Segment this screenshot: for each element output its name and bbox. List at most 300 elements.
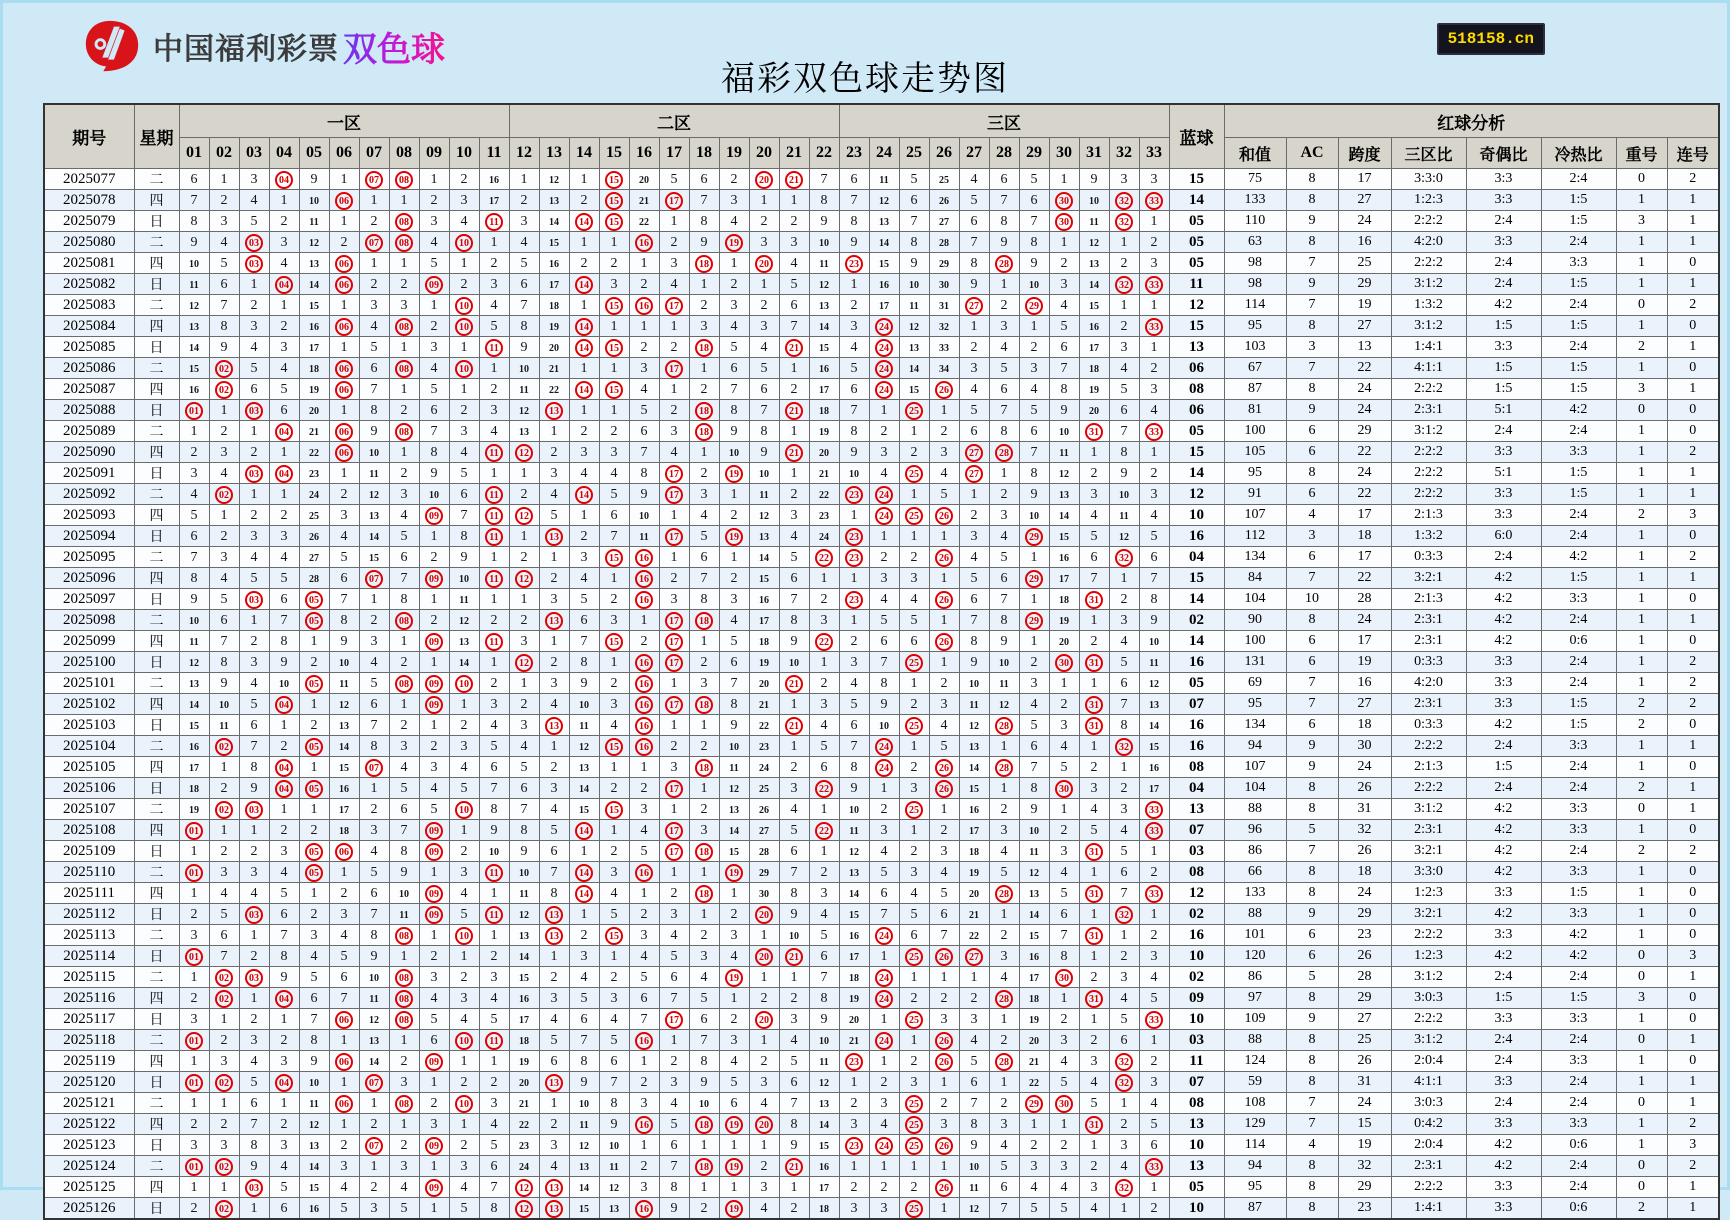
ball-cell	[389, 652, 419, 673]
miss-count: 6	[550, 1054, 558, 1069]
ball-cell	[1079, 358, 1109, 379]
ball-cell	[749, 988, 779, 1009]
ball-cell	[629, 169, 659, 190]
cold-hot-ratio-cell: 1:5	[1541, 379, 1616, 400]
miss-count: 1	[580, 298, 588, 313]
ball-cell	[689, 631, 719, 652]
ball-cell	[599, 988, 629, 1009]
miss-count: 15	[309, 301, 319, 312]
miss-count: 1	[970, 319, 978, 334]
miss-count: 1	[400, 256, 408, 271]
odd-even-ratio-cell: 2:4	[1466, 421, 1541, 442]
ball-cell	[209, 631, 239, 652]
ball-cell	[299, 421, 329, 442]
span-cell: 29	[1338, 274, 1391, 295]
ball-cell	[239, 442, 269, 463]
ball-cell	[269, 1051, 299, 1072]
miss-count: 3	[250, 1033, 258, 1048]
miss-count: 8	[220, 655, 228, 670]
miss-count: 1	[220, 1096, 228, 1111]
ball-cell	[869, 715, 899, 736]
ball-cell	[809, 1198, 839, 1220]
ball-cell	[959, 379, 989, 400]
ball-cell	[629, 988, 659, 1009]
cold-hot-ratio-cell: 2:4	[1541, 967, 1616, 988]
miss-count: 9	[220, 676, 228, 691]
miss-count: 2	[550, 1117, 558, 1132]
ball-cell	[929, 757, 959, 778]
ball-cell	[479, 673, 509, 694]
miss-count: 9	[250, 1159, 258, 1174]
ball-cell	[1079, 463, 1109, 484]
ball-cell	[869, 925, 899, 946]
miss-count: 5	[1120, 1012, 1128, 1027]
issue-cell: 2025078	[44, 190, 134, 211]
ball-cell	[479, 169, 509, 190]
miss-count: 5	[430, 1012, 438, 1027]
miss-count: 1	[640, 1138, 648, 1153]
ball-cell	[1139, 736, 1169, 757]
miss-count: 16	[519, 994, 529, 1005]
miss-count: 12	[879, 196, 889, 207]
ball-cell	[809, 316, 839, 337]
miss-count: 3	[1120, 1138, 1128, 1153]
ball-cell	[869, 988, 899, 1009]
ball-cell	[569, 988, 599, 1009]
ball-cell	[209, 799, 239, 820]
miss-count: 1	[280, 802, 288, 817]
ball-cell	[419, 820, 449, 841]
miss-count: 9	[1030, 802, 1038, 817]
ball-cell	[1049, 211, 1079, 232]
miss-count: 2	[1060, 697, 1068, 712]
miss-count: 2	[310, 823, 318, 838]
hit-ball: 27	[965, 444, 983, 462]
ball-cell	[1109, 253, 1139, 274]
ball-cell	[329, 463, 359, 484]
miss-count: 3	[850, 1117, 858, 1132]
ball-cell	[1109, 967, 1139, 988]
ball-cell	[569, 736, 599, 757]
miss-count: 20	[819, 448, 829, 459]
miss-count: 27	[309, 553, 319, 564]
miss-count: 1	[1090, 445, 1098, 460]
miss-count: 7	[430, 424, 438, 439]
consecutive-cell: 1	[1667, 1177, 1719, 1198]
span-cell: 18	[1338, 526, 1391, 547]
ball-cell	[419, 169, 449, 190]
weekday-cell: 日	[134, 274, 179, 295]
zone-ratio-cell: 1:2:3	[1391, 883, 1466, 904]
miss-count: 9	[250, 781, 258, 796]
ball-cell	[689, 652, 719, 673]
miss-count: 3	[460, 424, 468, 439]
hit-ball: 09	[425, 633, 443, 651]
miss-count: 2	[370, 802, 378, 817]
ball-cell	[569, 946, 599, 967]
hit-ball: 33	[1145, 318, 1163, 336]
miss-count: 3	[490, 277, 498, 292]
miss-count: 1	[430, 592, 438, 607]
ball-cell	[209, 1135, 239, 1156]
miss-count: 13	[549, 196, 559, 207]
miss-count: 3	[670, 1075, 678, 1090]
ball-cell	[959, 652, 989, 673]
miss-count: 2	[670, 235, 678, 250]
sum-cell: 75	[1224, 169, 1286, 190]
miss-count: 11	[519, 385, 529, 396]
ball-cell	[1019, 211, 1049, 232]
ball-cell	[389, 694, 419, 715]
miss-count: 1	[250, 424, 258, 439]
ball-cell	[689, 610, 719, 631]
miss-count: 5	[1150, 529, 1158, 544]
site-url-badge[interactable]: 518158.cn	[1437, 23, 1545, 55]
miss-count: 1	[1090, 865, 1098, 880]
table-row	[44, 1009, 1719, 1030]
ball-cell	[1139, 925, 1169, 946]
miss-count: 2	[460, 403, 468, 418]
ball-cell	[719, 1030, 749, 1051]
miss-count: 4	[850, 676, 858, 691]
ball-cell	[449, 1093, 479, 1114]
miss-count: 3	[190, 466, 198, 481]
miss-count: 8	[310, 1033, 318, 1048]
ball-cell	[989, 232, 1019, 253]
miss-count: 12	[369, 490, 379, 501]
miss-count: 1	[310, 634, 318, 649]
ball-cell	[299, 442, 329, 463]
miss-count: 10	[849, 469, 859, 480]
ball-cell	[449, 589, 479, 610]
ball-cell	[299, 715, 329, 736]
ball-cell	[479, 1093, 509, 1114]
ball-cell	[839, 1009, 869, 1030]
hit-ball: 31	[1085, 885, 1103, 903]
blue-ball-cell: 05	[1169, 253, 1224, 274]
miss-count: 3	[460, 739, 468, 754]
ball-cell	[599, 421, 629, 442]
miss-count: 6	[1060, 340, 1068, 355]
miss-count: 5	[430, 802, 438, 817]
miss-count: 1	[970, 487, 978, 502]
miss-count: 2	[340, 487, 348, 502]
miss-count: 12	[189, 301, 199, 312]
cold-hot-ratio-cell: 2:4	[1541, 1093, 1616, 1114]
cold-hot-ratio-cell: 2:4	[1541, 505, 1616, 526]
hit-ball: 31	[1085, 654, 1103, 672]
miss-count: 11	[519, 889, 529, 900]
ball-cell	[959, 421, 989, 442]
ball-cell	[179, 337, 209, 358]
odd-even-ratio-cell: 1:5	[1466, 988, 1541, 1009]
miss-count: 2	[1060, 256, 1068, 271]
ball-cell	[929, 1177, 959, 1198]
miss-count: 3	[880, 1096, 888, 1111]
odd-even-ratio-cell: 2:4	[1466, 547, 1541, 568]
miss-count: 2	[460, 172, 468, 187]
ball-cell	[239, 526, 269, 547]
ball-cell	[659, 1198, 689, 1220]
ball-cell	[389, 379, 419, 400]
weekday-cell: 二	[134, 799, 179, 820]
miss-count: 3	[490, 403, 498, 418]
ball-cell	[1019, 946, 1049, 967]
ball-cell	[419, 400, 449, 421]
miss-count: 3	[1090, 781, 1098, 796]
ball-cell	[449, 736, 479, 757]
hit-ball: 26	[935, 1137, 953, 1155]
miss-count: 5	[970, 571, 978, 586]
odd-even-ratio-cell: 3:3	[1466, 1198, 1541, 1220]
ball-cell	[179, 274, 209, 295]
miss-count: 14	[579, 1183, 589, 1194]
ball-cell	[689, 1114, 719, 1135]
ball-cell	[209, 316, 239, 337]
cold-hot-ratio-cell: 2:4	[1541, 295, 1616, 316]
ball-cell	[689, 526, 719, 547]
miss-count: 22	[309, 448, 319, 459]
miss-count: 6	[250, 718, 258, 733]
ball-cell	[509, 232, 539, 253]
sum-cell: 69	[1224, 673, 1286, 694]
ball-cell	[389, 904, 419, 925]
miss-count: 2	[940, 1096, 948, 1111]
ball-cell	[509, 1135, 539, 1156]
blue-ball-cell: 15	[1169, 568, 1224, 589]
miss-count: 1	[820, 655, 828, 670]
miss-count: 6	[1000, 571, 1008, 586]
ball-cell	[599, 820, 629, 841]
ball-cell	[809, 337, 839, 358]
repeat-cell: 1	[1616, 232, 1667, 253]
ball-cell	[1019, 1114, 1049, 1135]
ball-cell	[299, 652, 329, 673]
miss-count: 3	[370, 634, 378, 649]
ball-cell	[779, 988, 809, 1009]
hit-ball: 06	[335, 381, 353, 399]
ball-cell	[179, 1156, 209, 1177]
miss-count: 6	[400, 550, 408, 565]
consecutive-cell: 2	[1667, 694, 1719, 715]
ball-cell	[449, 568, 479, 589]
table-row	[44, 526, 1719, 547]
ball-cell	[389, 1114, 419, 1135]
ball-cell	[1049, 316, 1079, 337]
consecutive-cell: 0	[1667, 358, 1719, 379]
ball-cell	[719, 379, 749, 400]
miss-count: 5	[280, 1180, 288, 1195]
ball-cell	[299, 1093, 329, 1114]
miss-count: 7	[220, 634, 228, 649]
ball-cell	[839, 1030, 869, 1051]
miss-count: 4	[610, 886, 618, 901]
ball-cell	[989, 715, 1019, 736]
ball-column-header: 30	[1049, 138, 1079, 169]
blue-ball-cell: 05	[1169, 1177, 1224, 1198]
miss-count: 4	[880, 466, 888, 481]
blue-ball-cell: 07	[1169, 694, 1224, 715]
consecutive-cell: 3	[1667, 505, 1719, 526]
ball-cell	[899, 1198, 929, 1220]
miss-count: 8	[490, 1201, 498, 1216]
miss-count: 9	[1030, 487, 1038, 502]
ball-cell	[989, 757, 1019, 778]
miss-count: 13	[1089, 259, 1099, 270]
ball-cell	[629, 757, 659, 778]
miss-count: 2	[610, 676, 618, 691]
ball-cell	[719, 652, 749, 673]
issue-cell: 2025092	[44, 484, 134, 505]
miss-count: 2	[1090, 1159, 1098, 1174]
blue-ball-cell: 10	[1169, 505, 1224, 526]
ball-cell	[779, 316, 809, 337]
table-row	[44, 379, 1719, 400]
ball-cell	[1109, 1093, 1139, 1114]
miss-count: 7	[550, 865, 558, 880]
ball-cell	[839, 673, 869, 694]
ball-cell	[299, 484, 329, 505]
ball-cell	[959, 1051, 989, 1072]
miss-count: 12	[1119, 532, 1129, 543]
miss-count: 19	[1059, 616, 1069, 627]
miss-count: 1	[1060, 235, 1068, 250]
ball-cell	[1049, 988, 1079, 1009]
repeat-cell: 0	[1616, 295, 1667, 316]
miss-count: 11	[819, 1057, 829, 1068]
miss-count: 1	[550, 1096, 558, 1111]
ball-cell	[869, 505, 899, 526]
span-cell: 17	[1338, 169, 1391, 190]
ball-cell	[569, 1072, 599, 1093]
ball-cell	[359, 442, 389, 463]
blue-ball-cell: 11	[1169, 1051, 1224, 1072]
ball-cell	[329, 1177, 359, 1198]
miss-count: 5	[1060, 886, 1068, 901]
hit-ball: 03	[245, 402, 263, 420]
hit-ball: 17	[665, 822, 683, 840]
ball-cell	[839, 820, 869, 841]
hit-ball: 02	[215, 738, 233, 756]
hit-ball: 23	[845, 528, 863, 546]
ball-cell	[1019, 190, 1049, 211]
miss-count: 1	[790, 739, 798, 754]
miss-count: 3	[250, 319, 258, 334]
miss-count: 2	[1000, 1096, 1008, 1111]
miss-count: 1	[1150, 844, 1158, 859]
ball-cell	[719, 862, 749, 883]
miss-count: 3	[940, 1117, 948, 1132]
miss-count: 7	[1120, 886, 1128, 901]
consecutive-cell: 1	[1667, 337, 1719, 358]
zone-ratio-cell: 2:3:1	[1391, 1156, 1466, 1177]
hit-ball: 04	[275, 276, 293, 294]
sum-cell: 88	[1224, 904, 1286, 925]
ball-cell	[449, 274, 479, 295]
miss-count: 5	[1120, 655, 1128, 670]
weekday-cell: 日	[134, 463, 179, 484]
ball-cell	[1079, 589, 1109, 610]
ball-cell	[809, 904, 839, 925]
ball-cell	[419, 295, 449, 316]
miss-count: 11	[969, 700, 979, 711]
miss-count: 5	[1090, 529, 1098, 544]
miss-count: 15	[549, 238, 559, 249]
miss-count: 2	[640, 277, 648, 292]
miss-count: 5	[970, 1054, 978, 1069]
miss-count: 2	[280, 1117, 288, 1132]
ball-cell	[839, 253, 869, 274]
ball-cell	[869, 652, 899, 673]
cold-hot-ratio-cell: 2:4	[1541, 778, 1616, 799]
ball-cell	[719, 295, 749, 316]
miss-count: 1	[940, 613, 948, 628]
ac-cell: 5	[1286, 967, 1338, 988]
ball-cell	[299, 463, 329, 484]
ball-cell	[359, 253, 389, 274]
ball-cell	[299, 841, 329, 862]
miss-count: 5	[250, 571, 258, 586]
hit-ball: 33	[1145, 1158, 1163, 1176]
ball-cell	[539, 526, 569, 547]
ball-cell	[449, 1114, 479, 1135]
ball-cell	[569, 715, 599, 736]
miss-count: 2	[1030, 340, 1038, 355]
ball-cell	[389, 1009, 419, 1030]
ball-cell	[899, 862, 929, 883]
ball-cell	[389, 1093, 419, 1114]
ball-cell	[899, 778, 929, 799]
miss-count: 6	[790, 571, 798, 586]
ball-cell	[479, 421, 509, 442]
miss-count: 1	[460, 823, 468, 838]
ball-cell	[419, 463, 449, 484]
miss-count: 6	[490, 760, 498, 775]
miss-count: 2	[250, 634, 258, 649]
miss-count: 2	[760, 1054, 768, 1069]
span-cell: 31	[1338, 1072, 1391, 1093]
ball-cell	[389, 1177, 419, 1198]
sum-cell: 94	[1224, 1156, 1286, 1177]
issue-cell: 2025113	[44, 925, 134, 946]
ball-cell	[599, 274, 629, 295]
ball-cell	[299, 568, 329, 589]
ball-cell	[1139, 337, 1169, 358]
ball-cell	[929, 778, 959, 799]
ball-cell	[869, 1009, 899, 1030]
ball-column-header: 14	[569, 138, 599, 169]
hit-ball: 24	[875, 486, 893, 504]
ball-cell	[689, 400, 719, 421]
hit-ball: 26	[935, 948, 953, 966]
miss-count: 8	[1000, 613, 1008, 628]
ball-cell	[389, 463, 419, 484]
ball-cell	[839, 316, 869, 337]
ball-cell	[1079, 946, 1109, 967]
ball-cell	[989, 379, 1019, 400]
miss-count: 1	[460, 382, 468, 397]
ball-cell	[959, 463, 989, 484]
ball-cell	[1139, 946, 1169, 967]
ball-cell	[869, 253, 899, 274]
miss-count: 29	[759, 868, 769, 879]
ball-cell	[959, 589, 989, 610]
ball-cell	[779, 526, 809, 547]
span-cell: 19	[1338, 1135, 1391, 1156]
ball-cell	[689, 946, 719, 967]
miss-count: 2	[430, 613, 438, 628]
ball-cell	[1109, 400, 1139, 421]
